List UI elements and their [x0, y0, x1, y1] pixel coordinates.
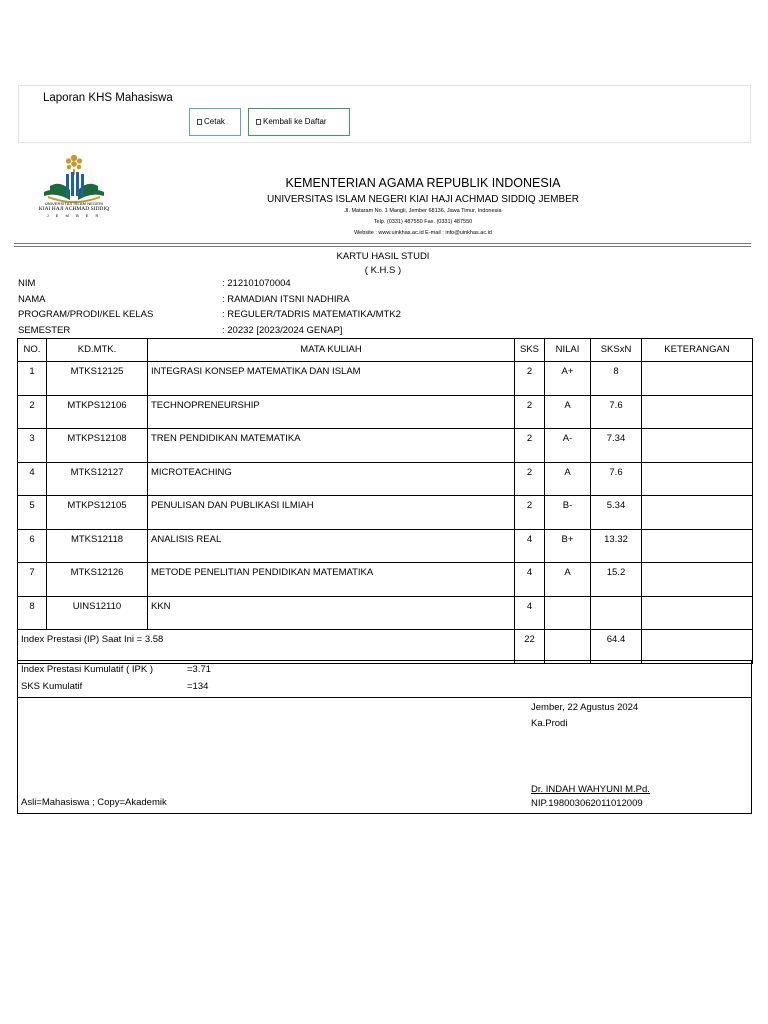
table-row: [18, 563, 753, 597]
card-subtitle: ( K.H.S ): [364, 265, 402, 276]
cell-course: PENULISAN DAN PUBLIKASI ILMIAH: [148, 496, 515, 530]
header-course: MATA KULIAH: [148, 339, 515, 362]
cell-sks: 2: [515, 395, 545, 429]
cell-grade: A+: [545, 362, 591, 396]
cell-code: MTKS12126: [47, 563, 148, 597]
name-value: : RAMADIAN ITSNI NADHIRA: [222, 294, 350, 305]
cell-sks: 4: [515, 596, 545, 630]
cell-grade: A: [545, 462, 591, 496]
cell-no: 8: [18, 596, 47, 630]
signature-place-date: Jember, 22 Agustus 2024: [531, 702, 639, 713]
table-row: [18, 496, 753, 530]
cell-sksxn: 15.2: [591, 563, 642, 597]
cell-sks: 4: [515, 529, 545, 563]
program-value: : REGULER/TADRIS MATEMATIKA/MTK2: [222, 309, 401, 320]
cell-sksxn: 5.34: [591, 496, 642, 530]
table-row: [18, 462, 753, 496]
cell-no: 6: [18, 529, 47, 563]
program-label: PROGRAM/PRODI/KEL KELAS: [18, 309, 154, 320]
ipk-label: Index Prestasi Kumulatif ( IPK ): [21, 664, 153, 675]
cell-sks: 2: [515, 496, 545, 530]
logo-caption-line1: UNIVERSITAS ISLAM NEGERI: [44, 201, 104, 206]
cell-sksxn: 8: [591, 362, 642, 396]
cell-grade: A-: [545, 429, 591, 463]
table-total-row: [18, 630, 753, 664]
cell-note: [642, 496, 753, 530]
semester-value: : 20232 [2023/2024 GENAP]: [222, 325, 343, 336]
cell-note: [642, 462, 753, 496]
ministry-name: KEMENTERIAN AGAMA REPUBLIK INDONESIA: [285, 176, 561, 190]
back-to-list-button[interactable]: [248, 108, 350, 136]
total-sksxn: 64.4: [591, 630, 642, 664]
header-note: KETERANGAN: [642, 339, 753, 362]
header-sks: SKS: [515, 339, 545, 362]
cell-course: TREN PENDIDIKAN MATEMATIKA: [148, 429, 515, 463]
cell-code: UINS12110: [47, 596, 148, 630]
cell-course: INTEGRASI KONSEP MATEMATIKA DAN ISLAM: [148, 362, 515, 396]
signature-role: Ka.Prodi: [531, 718, 568, 729]
cell-no: 4: [18, 462, 47, 496]
nim-value: : 212101070004: [222, 278, 291, 289]
ip-summary: Index Prestasi (IP) Saat Ini = 3.58: [18, 630, 515, 664]
table-row: [18, 395, 753, 429]
back-icon: [256, 119, 261, 125]
cell-sksxn: 7.6: [591, 462, 642, 496]
total-note: [642, 630, 753, 664]
cell-grade: A: [545, 395, 591, 429]
header-sksxn: SKSxN: [591, 339, 642, 362]
sks-cumulative-label: SKS Kumulatif: [21, 681, 83, 692]
cell-grade: [545, 596, 591, 630]
cell-sksxn: 7.6: [591, 395, 642, 429]
total-sks: 22: [515, 630, 545, 664]
card-title: KARTU HASIL STUDI: [336, 251, 430, 262]
table-header-row: [18, 339, 753, 362]
copy-note: Asli=Mahasiswa ; Copy=Akademik: [21, 797, 167, 808]
table-row: [18, 529, 753, 563]
table-row: [18, 429, 753, 463]
university-address: Jl. Mataram No. 1 Mangli, Jember 68136, Jawa Timur, Indonesia: [344, 208, 502, 214]
cell-note: [642, 529, 753, 563]
table-row: [18, 596, 753, 630]
logo-caption-line3: J E M B E R: [46, 213, 102, 218]
header-divider: [14, 243, 751, 244]
cell-note: [642, 563, 753, 597]
back-button-label: Kembali ke Daftar: [263, 117, 327, 126]
cell-no: 3: [18, 429, 47, 463]
total-grade: [545, 630, 591, 664]
cumulative-box: [17, 660, 752, 698]
cell-sks: 2: [515, 462, 545, 496]
cell-no: 5: [18, 496, 47, 530]
cell-sks: 2: [515, 429, 545, 463]
cell-course: KKN: [148, 596, 515, 630]
cell-code: MTKS12125: [47, 362, 148, 396]
semester-label: SEMESTER: [18, 325, 71, 336]
report-toolbar: [18, 85, 751, 143]
cell-sksxn: 7.34: [591, 429, 642, 463]
cell-no: 7: [18, 563, 47, 597]
grades-table: [17, 338, 753, 664]
print-icon: [197, 119, 202, 125]
cell-code: MTKPS12105: [47, 496, 148, 530]
header-divider: [14, 246, 751, 247]
cell-note: [642, 596, 753, 630]
university-website: Website : www.uinkhas.ac.id E-mail : info@uinkhas.ac.id: [354, 230, 492, 236]
cell-no: 2: [18, 395, 47, 429]
cell-no: 1: [18, 362, 47, 396]
cell-course: ANALISIS REAL: [148, 529, 515, 563]
cell-course: METODE PENELITIAN PENDIDIKAN MATEMATIKA: [148, 563, 515, 597]
cell-code: MTKPS12106: [47, 395, 148, 429]
signatory-nip: NIP.198003062011012009: [531, 798, 643, 809]
table-row: [18, 362, 753, 396]
signature-box: [17, 697, 752, 814]
ipk-value: =3.71: [187, 664, 212, 675]
cell-code: MTKPS12108: [47, 429, 148, 463]
cell-code: MTKS12118: [47, 529, 148, 563]
nim-label: NIM: [18, 278, 36, 289]
cell-sksxn: [591, 596, 642, 630]
header-no: NO.: [18, 339, 47, 362]
university-phone: Telp. (0331) 487550 Fax. (0331) 487550: [373, 219, 473, 225]
sks-cumulative-value: =134: [187, 681, 209, 692]
header-code: KD.MTK.: [47, 339, 148, 362]
cell-sks: 4: [515, 563, 545, 597]
cell-note: [642, 395, 753, 429]
cell-sksxn: 13.32: [591, 529, 642, 563]
cell-grade: A: [545, 563, 591, 597]
cell-note: [642, 429, 753, 463]
cell-grade: B-: [545, 496, 591, 530]
cell-course: MICROTEACHING: [148, 462, 515, 496]
name-label: NAMA: [18, 294, 46, 305]
cell-note: [642, 362, 753, 396]
signatory-name: Dr. INDAH WAHYUNI M.Pd.: [531, 784, 650, 795]
cell-sks: 2: [515, 362, 545, 396]
cell-course: TECHNOPRENEURSHIP: [148, 395, 515, 429]
university-name: UNIVERSITAS ISLAM NEGERI KIAI HAJI ACHMAD SIDDIQ JEMBER: [266, 194, 580, 205]
logo-caption-line2: KIAI HAJI ACHMAD SIDDIQ: [38, 206, 110, 212]
cell-grade: B+: [545, 529, 591, 563]
header-grade: NILAI: [545, 339, 591, 362]
report-title: Laporan KHS Mahasiswa: [43, 92, 173, 104]
print-button[interactable]: [189, 108, 241, 136]
cell-code: MTKS12127: [47, 462, 148, 496]
print-button-label: Cetak: [204, 117, 225, 126]
